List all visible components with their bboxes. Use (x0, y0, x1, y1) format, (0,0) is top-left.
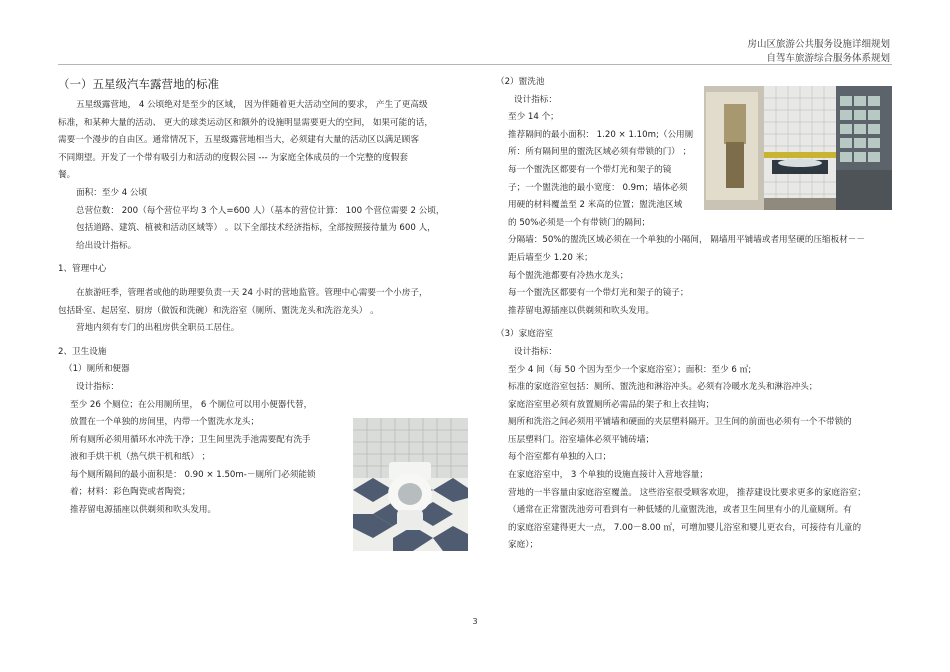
header-title: 房山区旅游公共服务设施详细规划 (747, 39, 890, 50)
text-line: 设计指标： (514, 94, 557, 105)
text-line: 压层塑料门。浴室墙体必须平铺砖墙； (508, 434, 655, 445)
washroom-photo (704, 86, 892, 210)
text-line: 总营位数： 200（每个营位平均 3 个人=600 人）（基本的营位计算： 100 个营位需要 2 公顷， (76, 205, 445, 216)
text-line: （3）家庭浴室 (496, 329, 554, 340)
text-line: 放置在一个单独的房间里，内带一个盥洗水龙头； (70, 417, 260, 428)
text-line: 所有厕所必须用循环水冲洗干净；卫生间里洗手池需要配有洗手 (70, 434, 311, 445)
header-subtitle: 自驾车旅游综合服务体系规划 (766, 53, 890, 64)
text-line: 标准的家庭浴室包括：厕所、盥洗池和淋浴冲头。必须有冷暖水龙头和淋浴冲头； (508, 382, 818, 393)
text-line: 液和手烘干机（热气烘干机和纸） ； (70, 452, 211, 463)
text-line: 每一个盥洗区都要有一个带灯光和架子的镜 (508, 164, 672, 175)
text-line: 至少 4 间（每 50 个因为至少一个家庭浴室）；面积：至少 6 ㎡; (508, 364, 752, 375)
page-number: 3 (472, 617, 478, 626)
text-line: 营地的一半容量由家庭浴室覆盖。 这些浴室很受顾客欢迎， 推荐建设比要求更多的家庭浴室； (508, 487, 866, 498)
text-line: 每个浴室都有单独的入口； (508, 452, 612, 463)
text-line: 每个厕所隔间的最小面积是： 0.90 × 1.50m-－厕所门必须能锁 (70, 469, 316, 480)
text-line: 推荐留电源插座以供剃须和吹头发用。 (70, 505, 217, 516)
text-line: 每个盥洗池都要有冷热水龙头； (508, 270, 629, 281)
text-line: 1、管理中心 (58, 264, 107, 275)
text-line: 在家庭浴室中， 3 个单独的设施直接计入营地容量； (508, 470, 708, 481)
text-line: 的 50%必须是一个有带锁门的隔间； (508, 217, 651, 228)
text-line: （通常在正常盥洗池旁可看到有一种低矮的儿童盥洗池，或者卫生间里有小的儿童厕所。有 (508, 505, 852, 516)
text-line: 家庭）； (508, 540, 539, 551)
text-line: 用硬的材料覆盖至 2 米高的位置；盥洗池区域 (508, 200, 683, 211)
text-line: 推荐留电源插座以供剃须和吹头发用。 (508, 305, 655, 316)
text-line: 着；材料：彩色陶瓷或者陶瓷； (70, 487, 191, 498)
text-line: 营地内须有专门的出租房供全职员工居住。 (76, 323, 240, 334)
text-line: 至少 26 个厕位；在公用厕所里， 6 个厕位可以用小便器代替， (70, 399, 313, 410)
text-line: 设计指标： (514, 346, 557, 357)
text-line: 五星级露营地， 4 公顷绝对是至少的区域， 因为伴随着更大活动空间的要求， 产生了更高级 (76, 100, 428, 110)
text-line: 面积：至少 4 公顷 (76, 187, 148, 198)
text-line: 不同期望。开发了一个带有吸引力和活动的度假公园 --- 为家庭全体成员的一个完整的度假套 (58, 152, 408, 163)
text-line: 设计指标： (76, 381, 119, 392)
text-line: 分隔墙：50%的盥洗区域必须在一个单独的小隔间， 隔墙用平铺墙或者用坚硬的压缩板材－－ (508, 235, 865, 246)
text-line: （1）厕所和便器 (64, 364, 130, 375)
text-line: 距后墙至少 1.20 米； (508, 252, 593, 263)
text-line: （2）盥洗池 (496, 77, 545, 87)
text-line: 餐。 (58, 170, 76, 181)
text-line: 需要一个漫步的自由区。通常情况下，五星级露营地相当大，必须建有大量的活动区以满足顾客 (58, 135, 419, 146)
text-line: 子；一个盥洗池的最小宽度： 0.9m；墙体必须 (508, 182, 688, 193)
text-line: 在旅游旺季，管理者或他的助理要负责一天 24 小时的营地监管。管理中心需要一个小房子， (76, 287, 428, 298)
text-line: 厕所和洗浴之间必须用平铺墙和硬面的夹层塑料隔开。卫生间的前面也必须有一个不带锁的 (508, 417, 852, 428)
text-line: 所：所有隔间里的盥洗区域必须有带锁的门） ； (508, 147, 692, 158)
section-title: （一）五星级汽车露营地的标准 (58, 77, 219, 91)
header-rule (58, 64, 892, 65)
text-line: 至少 14 个； (508, 112, 559, 123)
text-line: 标准，和某种大量的活动、 更大的球类运动区和额外的设施明显需要更大的空间， 如果可能的话， (58, 117, 433, 128)
text-line: 家庭浴室里必须有放置厕所必需品的架子和上衣挂钩； (508, 399, 715, 410)
text-line: 包括道路、建筑、植被和活动区域等） 。以下全部技术经济指标，全部按照接待量为 600 人， (76, 223, 436, 234)
text-line: 包括卧室、起居室、厨房（做饭和洗碗）和洗浴室（厕所、盥洗龙头和洗浴龙头） 。 (58, 305, 379, 316)
text-line: 2、卫生设施 (58, 346, 107, 357)
text-line: 给出设计指标。 (76, 240, 137, 251)
text-line: 每一个盥洗区都要有一个带灯光和架子的镜子； (508, 288, 689, 299)
text-line: 推荐隔间的最小面积： 1.20 × 1.10m;（公用厕 (508, 129, 694, 140)
toilet-photo (353, 418, 468, 551)
text-line: 的家庭浴室建得更大一点， 7.00－8.00 ㎡，可增加婴儿浴室和婴儿更衣台，可接待有儿童的 (508, 522, 862, 533)
